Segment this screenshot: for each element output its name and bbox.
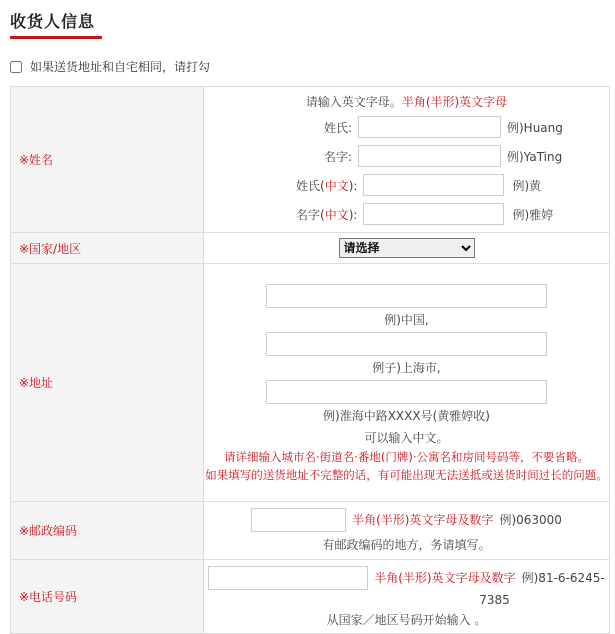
address-example-3: 例)淮海中路XXXX号(黄雅婷收) — [323, 408, 490, 423]
given-input[interactable] — [358, 145, 501, 167]
postal-line — [204, 506, 609, 534]
address-input-3[interactable] — [266, 380, 547, 404]
phone-input[interactable] — [208, 566, 368, 590]
country-label: ※国家/地区 — [11, 233, 204, 264]
recipient-form — [10, 86, 610, 634]
postal-hint: 有邮政编码的地方，务请填写。 — [322, 537, 491, 552]
cn-surname-example: 例)黄 — [512, 178, 542, 193]
address-row — [11, 264, 610, 502]
postal-input[interactable] — [251, 508, 346, 532]
surname-input[interactable] — [358, 116, 501, 138]
cn-given-input[interactable] — [363, 203, 504, 225]
title-underline — [10, 36, 102, 39]
name-row — [11, 87, 610, 233]
given-example: 例)YaTing — [507, 149, 563, 164]
address-example-1: 例)中国, — [384, 312, 429, 327]
cn-surname-label: 姓氏(中文): — [296, 178, 358, 193]
country-cell — [204, 233, 610, 264]
country-row — [11, 233, 610, 264]
surname-label: 姓氏: — [323, 120, 352, 135]
page-title: 收货人信息 — [10, 12, 96, 31]
cn-given-example: 例)雅婷 — [512, 207, 554, 222]
address-warning-1: 请详细输入城市名·街道名·番地(门牌)·公寓名和房间号码等，不要省略。 — [224, 449, 589, 464]
address-input-1[interactable] — [266, 284, 547, 308]
address-label: ※地址 — [11, 264, 204, 502]
phone-row — [11, 560, 610, 634]
same-address-checkbox[interactable] — [10, 61, 22, 73]
phone-hint: 从国家／地区号码开始输入 。 — [326, 612, 487, 627]
given-label: 名字: — [323, 149, 352, 164]
address-hint: 可以输入中文。 — [364, 430, 449, 445]
cn-surname-input[interactable] — [363, 174, 504, 196]
same-address-label: 如果送货地址和自宅相同，请打勾 — [30, 60, 211, 74]
address-input-2[interactable] — [266, 332, 547, 356]
postal-label: ※邮政编码 — [11, 502, 204, 560]
given-line — [204, 142, 609, 171]
address-cell — [204, 264, 610, 502]
postal-row — [11, 502, 610, 560]
surname-example: 例)Huang — [507, 120, 563, 135]
cn-surname-line — [204, 171, 609, 200]
phone-example: 例)81-6-6245- — [521, 571, 605, 585]
cn-given-line — [204, 200, 609, 229]
same-address-row[interactable] — [10, 58, 210, 75]
phone-cell — [204, 560, 610, 634]
cn-given-label: 名字(中文): — [296, 207, 358, 222]
name-cell — [204, 87, 610, 233]
postal-example: 例)063000 — [499, 513, 562, 527]
phone-format-note: 半角(半形)英文字母及数字 — [374, 571, 516, 585]
phone-line — [204, 565, 609, 591]
name-note: 请输入英文字母。 半角(半形)英文字母 — [305, 95, 508, 109]
postal-cell — [204, 502, 610, 560]
postal-format-note: 半角(半形)英文字母及数字 — [352, 513, 494, 527]
name-label: ※姓名 — [11, 87, 204, 233]
surname-line — [204, 113, 609, 142]
address-example-2: 例子)上海市, — [372, 360, 441, 375]
address-warning-2: 如果填写的送货地址不完整的话，有可能出现无法送抵或送货时间过长的问题。 — [205, 467, 608, 482]
country-select[interactable] — [339, 238, 475, 258]
phone-label: ※电话号码 — [11, 560, 204, 634]
phone-example-cont: 7385 — [479, 592, 510, 607]
